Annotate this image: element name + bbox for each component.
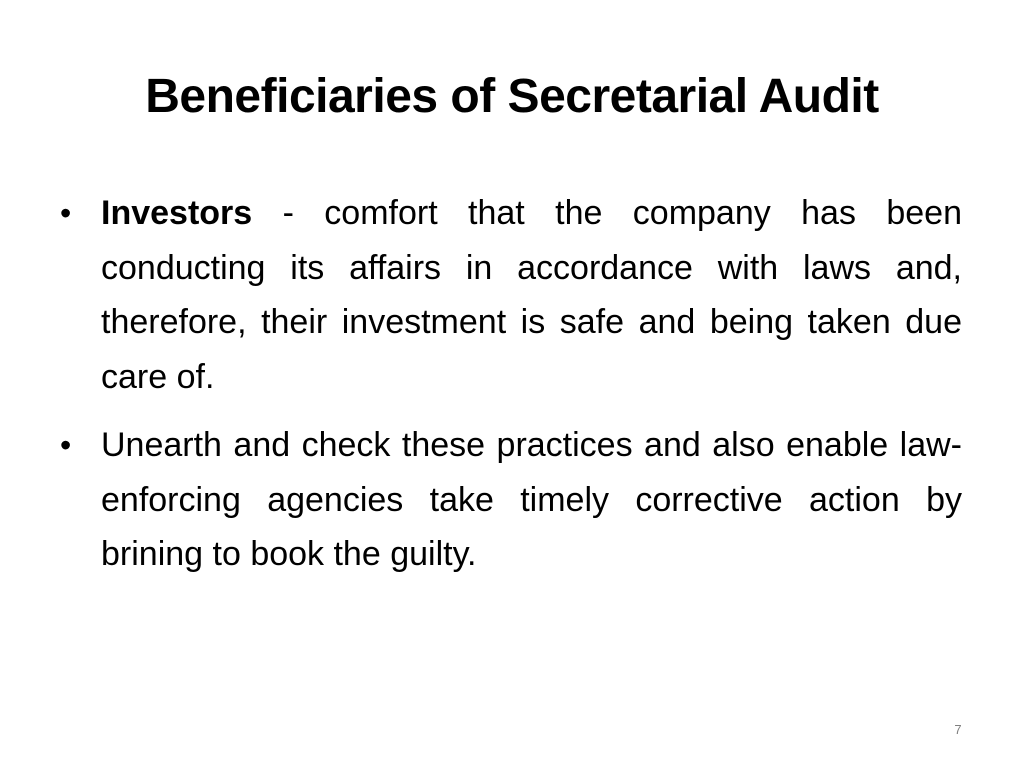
bullet-icon: • bbox=[60, 195, 72, 231]
bullet-text: - comfort that the company has been conducting its affairs in accordance with laws and, therefore, their investment is safe and being taken due care of. bbox=[101, 194, 962, 396]
slide-title: Beneficiaries of Secretarial Audit bbox=[145, 70, 879, 123]
bullet-bold-term: Investors bbox=[101, 194, 253, 232]
bullet-list bbox=[60, 186, 962, 596]
bullet-icon: • bbox=[60, 427, 72, 463]
page-number: 7 bbox=[954, 722, 962, 737]
bullet-item-unearth bbox=[60, 418, 962, 582]
bullet-text: Unearth and check these practices and also enable law-enforcing agencies take timely corrective action by brining to book the guilty. bbox=[101, 426, 962, 573]
bullet-item-investors bbox=[60, 186, 962, 404]
